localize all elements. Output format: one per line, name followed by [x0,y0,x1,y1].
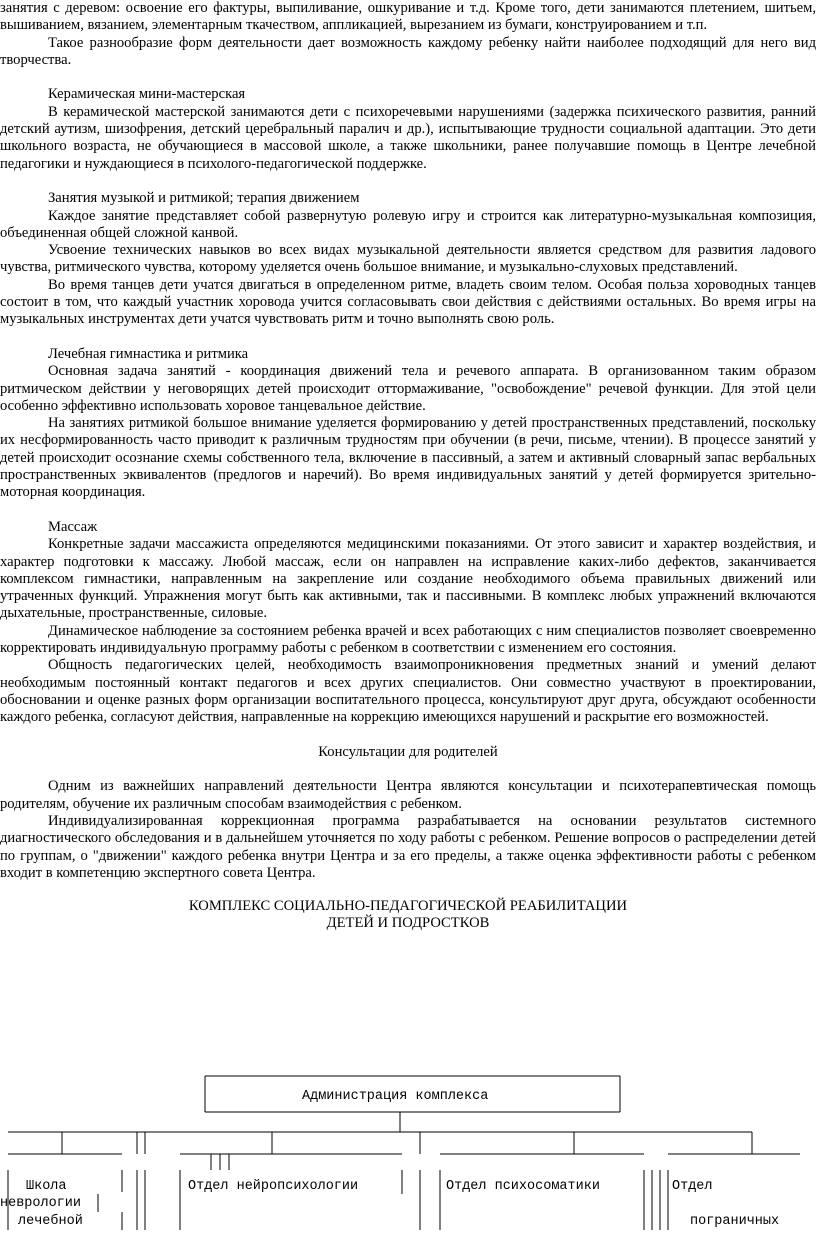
paragraph: Одним из важнейших направлений деятельности Центра являются консультации и психотерапевтическая помощь родителям, обучение их различным способам взаимодействия с ребенком. [0,778,816,812]
school-box-label: лечебной [18,1214,83,1229]
section-heading: Массаж [48,518,98,535]
paragraph: В керамической мастерской занимаются дети с психоречевыми нарушениями (задержка психического развития, ранний детский аутизм, шизофрения, детский церебральный паралич и др.), испытывающие трудности социальной адаптации. Это дети школьного возраста, не обучающиеся в массовой школе, а также школьники, ранее получавшие помощь в Центре лечебной педагогики и нуждающиеся в психолого-педагогической поддержке. [0,103,816,172]
neuropsychology-box-label: Отдел нейропсихологии [188,1179,359,1194]
school-box-label: Школа [26,1179,67,1194]
diagram-title-line: КОМПЛЕКС СОЦИАЛЬНО-ПЕДАГОГИЧЕСКОЙ РЕАБИЛИТАЦИИ [188,898,628,915]
paragraph: Во время танцев дети учатся двигаться в определенном ритме, владеть своим телом. Особая польза хороводных танцев состоит в том, что каждый участник хоровода учится согласовывать свои действия с действиями остальных. Во время игры на музыкальных инструментах дети учатся чувствовать ритм и точно выполнять свою роль. [0,276,816,328]
diagram-title [0,898,816,932]
paragraph: Каждое занятие представляет собой развернутую ролевую игру и строится как литературно-музыкальная композиция, объединенная общей сложной канвой. [0,207,816,241]
paragraph: занятия с деревом: освоение его фактуры, выпиливание, ошкуривание и т.д. Кроме того, дети занимаются плетением, шитьем, вышиванием, вязанием, элементарным ткачеством, аппликацией, вырезанием из бумаги, конструированием и т.п. [0,0,816,34]
section-heading: Лечебная гимнастика и ритмика [48,345,249,362]
paragraph: Общность педагогических целей, необходимость взаимопроникновения предметных знаний и умений делают необходимым постоянный контакт педагогов и всех других специалистов. Они совместно участвуют в проектировании, обосновании и оценке разных форм организации воспитательного процесса, консультируют друг друга, обсуждают особенности каждого ребенка, согласуют действия, направленные на коррекцию имеющихся нарушений и раскрытие его возможностей. [0,657,816,726]
section-heading: Керамическая мини-мастерская [48,86,246,103]
section-heading: Занятия музыкой и ритмикой; терапия движением [48,190,360,207]
borderline-box-label: Отдел [672,1179,713,1194]
paragraph: Конкретные задачи массажиста определяются медицинскими показаниями. От этого зависит и характер воздействия, и характер подготовки к массажу. Любой массаж, если он направлен на исправление каких-либо дефектов, заканчивается комплексом гимнастики, направленным на закрепление или создание необходимого объема правильных движений или утраченных функций. Упражнения могут быть как активными, так и пассивными. В комплекс любых упражнений включаются дыхательные, пространственные, силовые. [0,536,816,622]
paragraph: Основная задача занятий - координация движений тела и речевого аппарата. В организованном таким образом ритмическом действии у неговорящих детей происходит оттормаживание, "освобождение" речевой функции. Для этой цели особенно эффективно использовать хоровое танцевальное действие. [0,363,816,414]
paragraph: Индивидуализированная коррекционная программа разрабатывается на основании результатов системного диагностического обследования и в дальнейшем уточняется по ходу работы с ребенком. Решение вопросов о распределении детей по группам, о "движении" каждого ребенка внутри Центра и за его пределы, а также оценка эффективности работы с ребенком входит в компетенцию экспертного совета Центра. [0,812,816,881]
org-chart [0,1062,816,1248]
borderline-box-label: пограничных [690,1214,780,1229]
paragraph: На занятиях ритмикой большое внимание уделяется формированию у детей пространственных представлений, поскольку их несформированность часто приводит к различным трудностям при обучении (в речи, письме, чтении). В процессе занятий у детей происходит осознание схемы собственного тела, включение в пассивный, а затем и активный словарный запас вербальных пространственных эквивалентов (предлогов и наречий). Во время индивидуальных занятий у детей формируется зрительно-моторная координация. [0,415,816,501]
admin-box-label: Администрация комплекса [302,1089,489,1104]
paragraph: Динамическое наблюдение за состоянием ребенка врачей и всех работающих с ним специалистов позволяет своевременно корректировать индивидуальную программу работы с ребенком в соответствии с изменением его состояния. [0,622,816,656]
section-heading-centered: Консультации для родителей [318,743,498,760]
psychosomatic-box-label: Отдел психосоматики [446,1179,600,1194]
diagram-title-line: ДЕТЕЙ И ПОДРОСТКОВ [326,915,490,932]
paragraph: Усвоение технических навыков во всех видах музыкальной деятельности является средством для развития ладового чувства, ритмического чувства, которому уделяется очень большое внимание, и музыкально-слуховых представлений. [0,242,816,276]
school-box-label: неврологии [0,1196,82,1211]
paragraph: Такое разнообразие форм деятельности дает возможность каждому ребенку найти наиболее подходящий для него вид творчества. [0,34,816,68]
